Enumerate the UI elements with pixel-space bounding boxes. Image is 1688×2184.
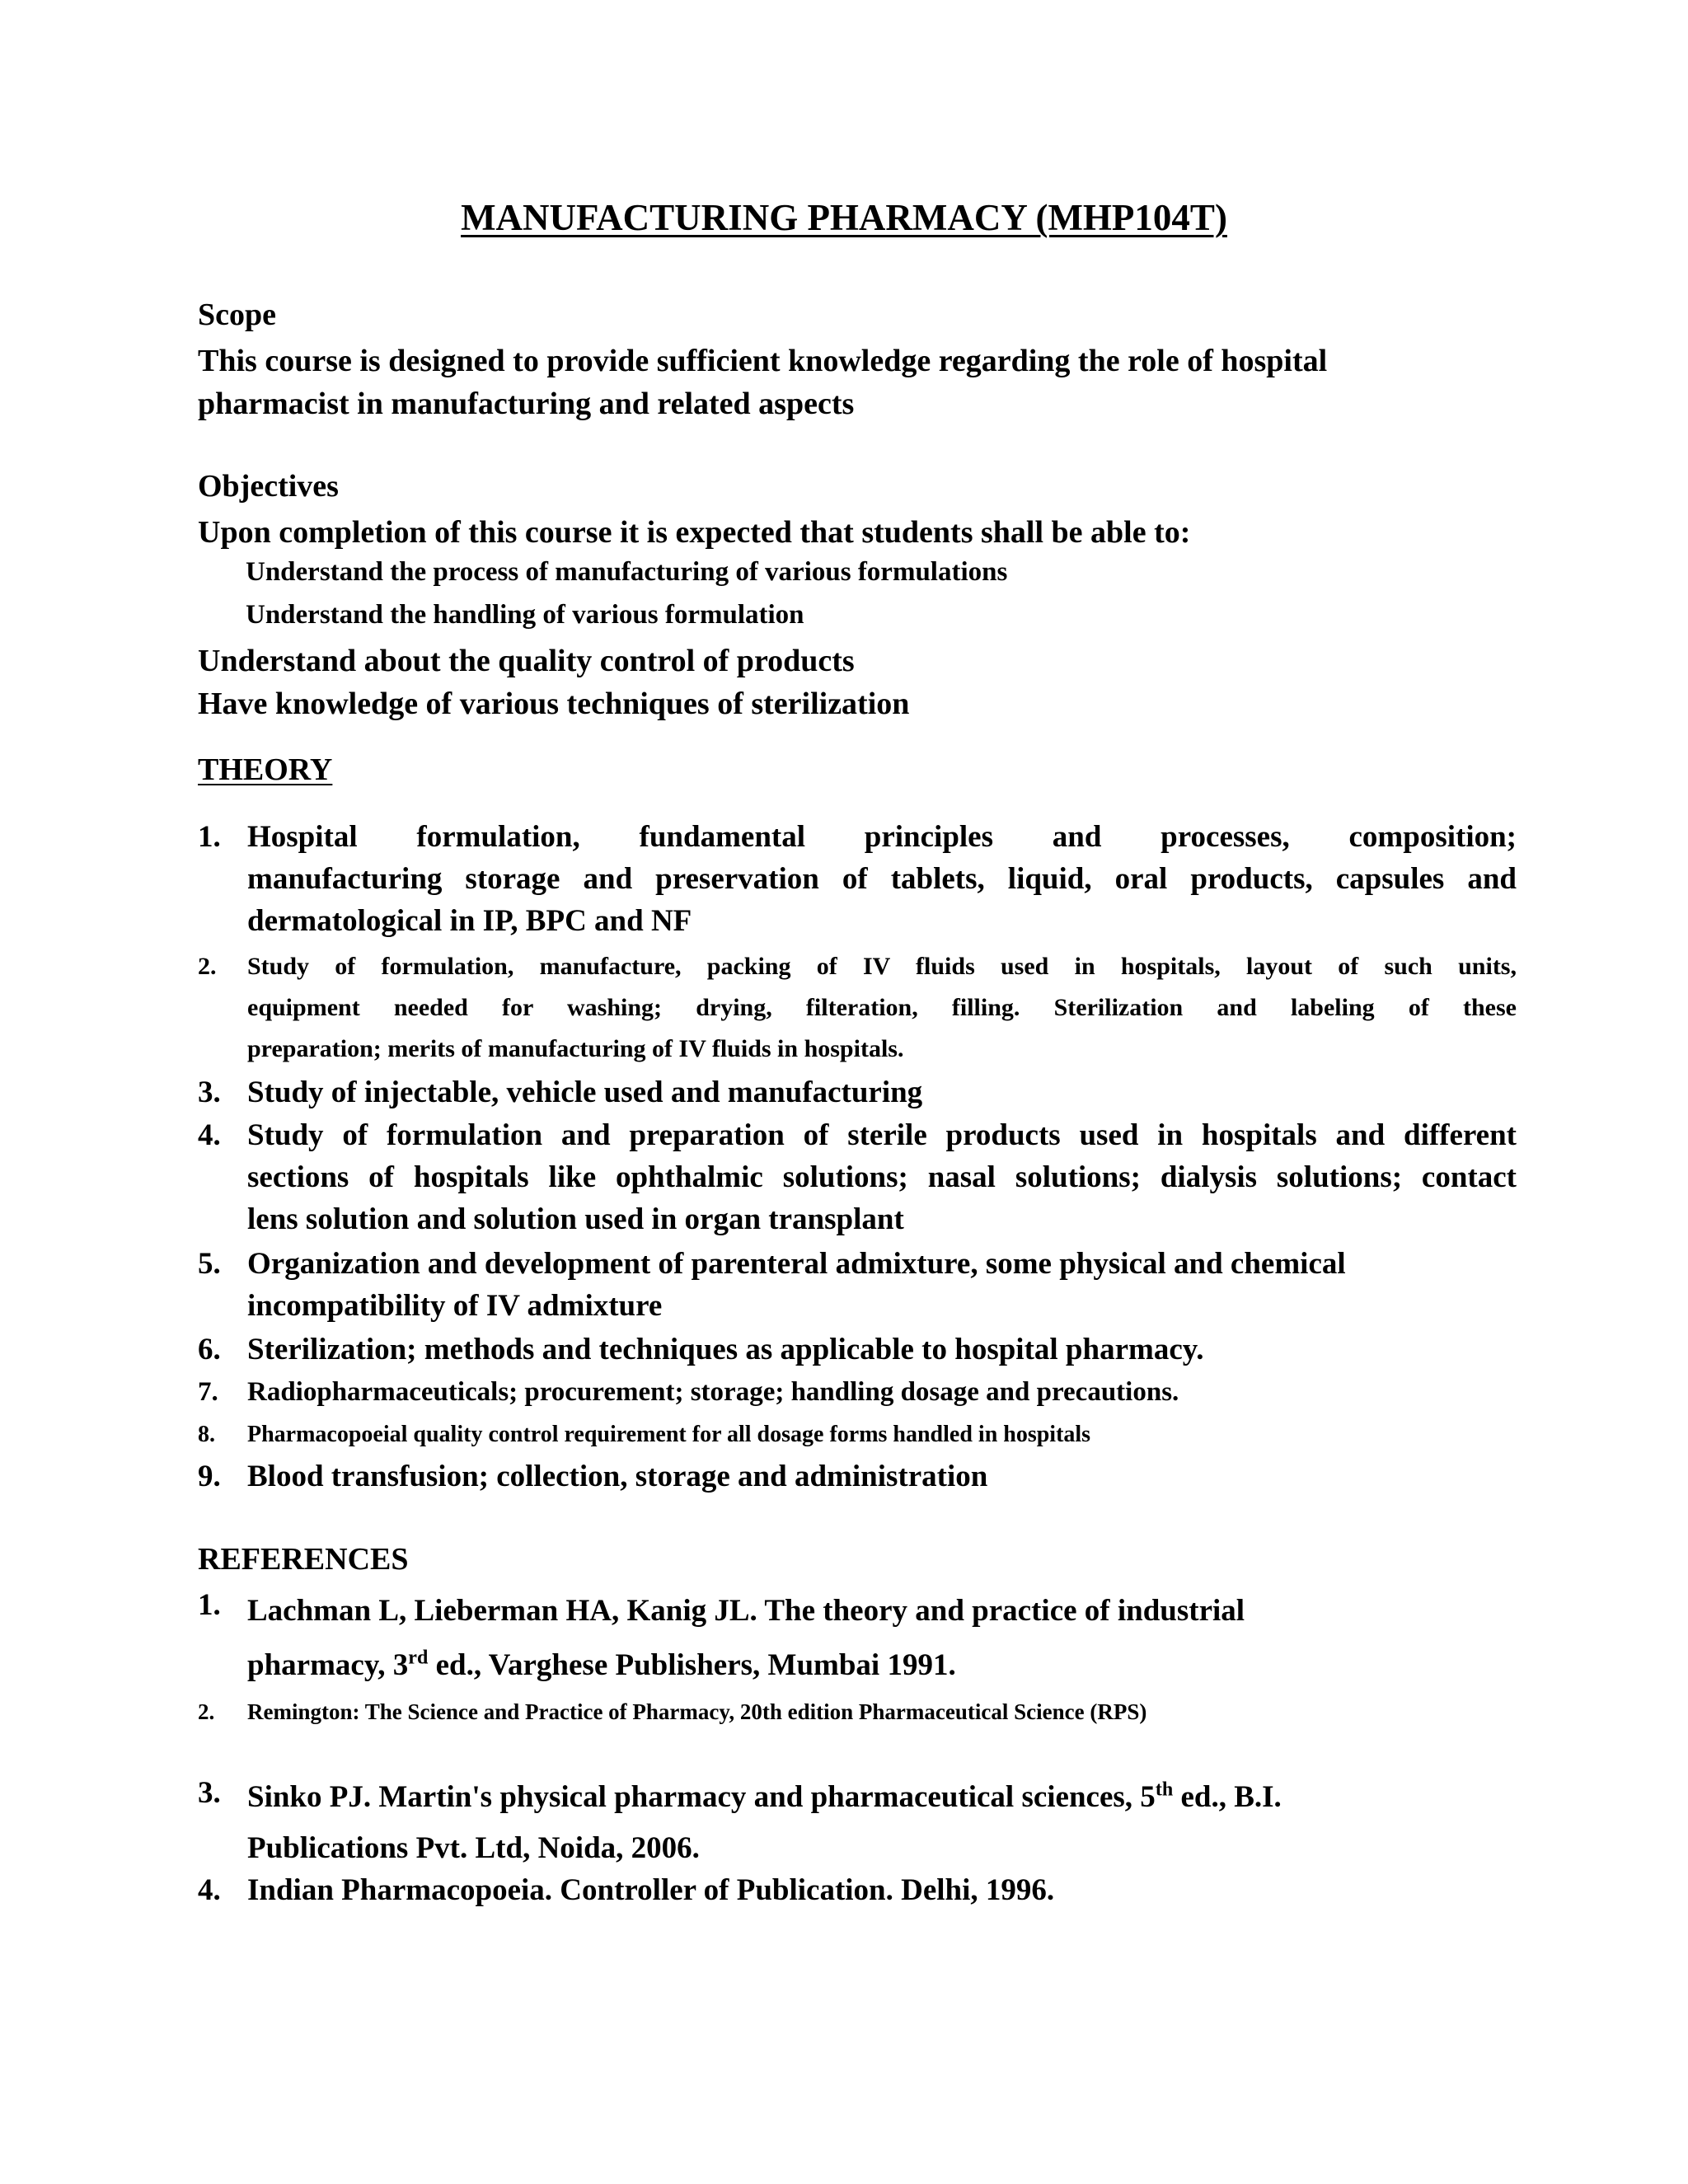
reference-number: 2. <box>198 1699 215 1724</box>
reference-line: pharmacy, 3rd ed., Varghese Publishers, Mumbai 1991. <box>247 1647 956 1682</box>
theory-item-line: sections of hospitals like ophthalmic solutions; nasal solutions; dialysis solutions; contact <box>247 1160 1517 1194</box>
theory-heading: THEORY <box>198 752 333 787</box>
theory-item-line: equipment needed for washing; drying, filteration, filling. Sterilization and labeling of these <box>247 994 1517 1021</box>
reference-number: 4. <box>198 1873 221 1907</box>
theory-item-line: preparation; merits of manufacturing of IV fluids in hospitals. <box>247 1035 904 1062</box>
theory-item-number: 2. <box>198 953 217 980</box>
reference-line: Lachman L, Lieberman HA, Kanig JL. The theory and practice of industrial <box>247 1594 1245 1628</box>
reference-line: Publications Pvt. Ltd, Noida, 2006. <box>247 1831 700 1865</box>
objectives-heading: Objectives <box>198 469 339 504</box>
theory-item-number: 1. <box>198 820 221 854</box>
theory-item-line: Study of formulation, manufacture, packing of IV fluids used in hospitals, layout of such units, <box>247 953 1517 980</box>
reference-3 <box>198 1772 1484 1879</box>
theory-item-1 <box>198 816 1517 948</box>
theory-item-line: dermatological in IP, BPC and NF <box>247 904 692 938</box>
theory-item-number: 9. <box>198 1460 221 1493</box>
theory-item-line: Sterilization; methods and techniques as applicable to hospital pharmacy. <box>247 1333 1204 1366</box>
page-title: MANUFACTURING PHARMACY (MHP104T) <box>461 197 1227 238</box>
reference-number: 3. <box>198 1776 221 1810</box>
objectives-intro: Upon completion of this course it is expected that students shall be able to: <box>198 515 1191 550</box>
theory-item-5 <box>198 1243 1484 1333</box>
theory-item-4 <box>198 1114 1517 1246</box>
theory-item-line: Hospital formulation, fundamental principles and processes, composition; <box>247 820 1517 854</box>
theory-item-line: incompatibility of IV admixture <box>247 1289 663 1323</box>
theory-item-line: Study of formulation and preparation of sterile products used in hospitals and different <box>247 1118 1517 1152</box>
theory-item-line: Organization and development of parenteral admixture, some physical and chemical <box>247 1247 1346 1281</box>
theory-item-2 <box>198 946 1517 1078</box>
reference-number: 1. <box>198 1588 221 1622</box>
theory-item-line: Radiopharmaceuticals; procurement; storage; handling dosage and precautions. <box>247 1377 1179 1407</box>
references-heading: REFERENCES <box>198 1542 409 1577</box>
objective-item-4: Have knowledge of various techniques of sterilization <box>198 687 910 721</box>
theory-item-number: 8. <box>198 1422 215 1447</box>
scope-line-1: This course is designed to provide sufficient knowledge regarding the role of hospital <box>198 344 1328 378</box>
theory-item-number: 4. <box>198 1118 221 1152</box>
scope-line-2: pharmacist in manufacturing and related aspects <box>198 387 855 421</box>
scope-heading: Scope <box>198 298 276 332</box>
objective-sub-1: Understand the process of manufacturing of various formulations <box>246 557 1008 587</box>
theory-item-number: 5. <box>198 1247 221 1281</box>
objective-sub-2: Understand the handling of various formulation <box>246 600 804 630</box>
theory-item-line: Pharmacopoeial quality control requirement for all dosage forms handled in hospitals <box>247 1422 1091 1447</box>
reference-line: Sinko PJ. Martin's physical pharmacy and pharmaceutical sciences, 5th ed., B.I. <box>247 1779 1282 1814</box>
reference-line: Remington: The Science and Practice of Pharmacy, 20th edition Pharmaceutical Science (RPS) <box>247 1699 1147 1724</box>
theory-item-line: manufacturing storage and preservation of tablets, liquid, oral products, capsules and <box>247 862 1517 896</box>
reference-line: Indian Pharmacopoeia. Controller of Publication. Delhi, 1996. <box>247 1873 1055 1907</box>
theory-item-number: 3. <box>198 1076 221 1109</box>
theory-item-line: Blood transfusion; collection, storage and administration <box>247 1460 988 1493</box>
objective-item-3: Understand about the quality control of products <box>198 644 855 678</box>
scope-text <box>198 340 1599 425</box>
theory-item-line: lens solution and solution used in organ transplant <box>247 1202 904 1236</box>
theory-item-number: 6. <box>198 1333 221 1366</box>
theory-item-line: Study of injectable, vehicle used and manufacturing <box>247 1076 923 1109</box>
reference-1 <box>198 1584 1484 1691</box>
theory-item-number: 7. <box>198 1377 218 1407</box>
